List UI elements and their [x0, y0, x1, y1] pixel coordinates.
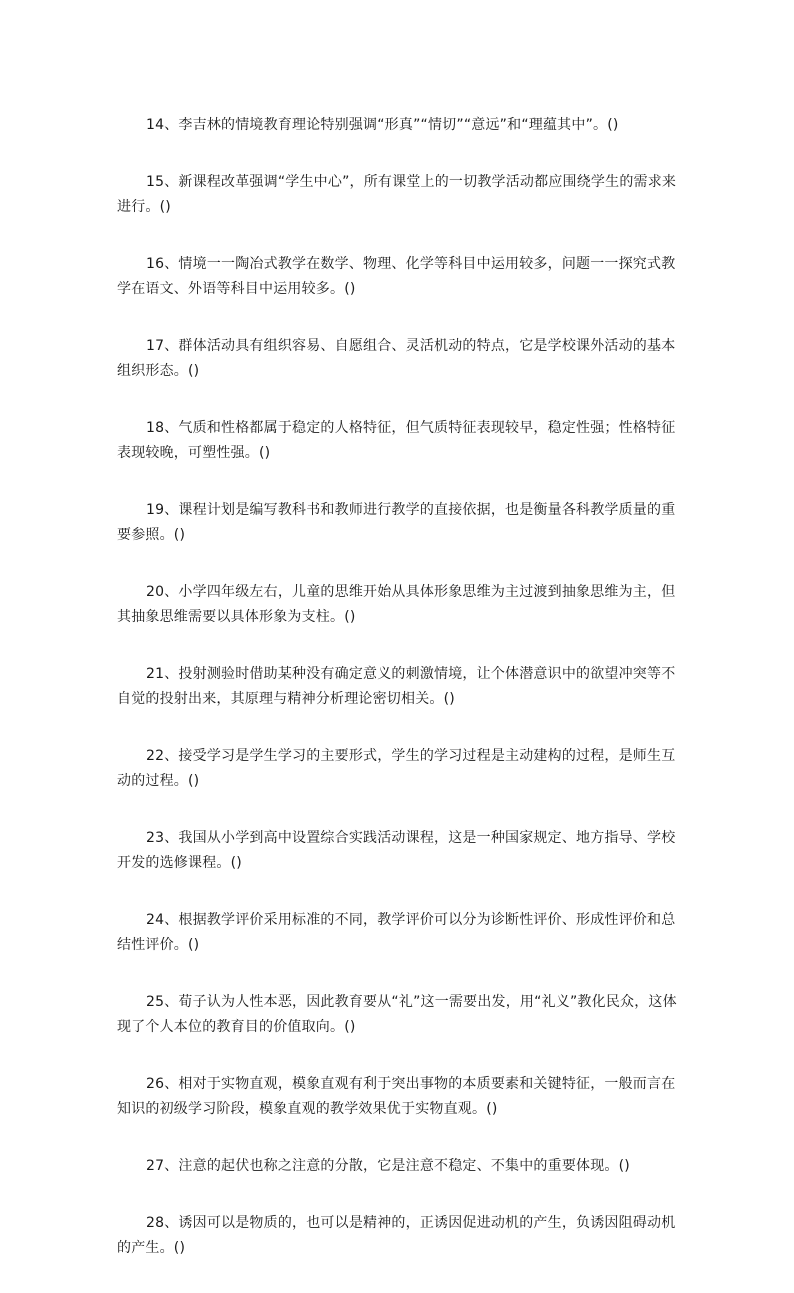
question-19: 19、课程计划是编写教科书和教师进行教学的直接依据，也是衡量各科教学质量的重要参照。()	[117, 502, 676, 543]
question-27: 27、注意的起伏也称之注意的分散，它是注意不稳定、不集中的重要体现。()	[146, 1158, 630, 1174]
question-22: 22、接受学习是学生学习的主要形式，学生的学习过程是主动建构的过程，是师生互动的过程。()	[117, 748, 676, 789]
question-25: 25、荀子认为人性本恶，因此教育要从“礼”这一需要出发，用“礼义”教化民众，这体现了个人本位的教育目的价值取向。()	[117, 994, 677, 1035]
question-16: 16、情境一一陶冶式教学在数学、物理、化学等科目中运用较多，问题一一探究式教学在语文、外语等科目中运用较多。()	[117, 256, 676, 297]
question-20: 20、小学四年级左右，儿童的思维开始从具体形象思维为主过渡到抽象思维为主，但其抽象思维需要以具体形象为支柱。()	[117, 584, 676, 625]
question-17: 17、群体活动具有组织容易、自愿组合、灵活机动的特点，它是学校课外活动的基本组织形态。()	[117, 338, 676, 379]
question-14: 14、李吉林的情境教育理论特别强调“形真”“情切”“意远”和“理蕴其中”。()	[146, 117, 619, 133]
question-24: 24、根据教学评价采用标准的不同，教学评价可以分为诊断性评价、形成性评价和总结性评价。()	[117, 912, 676, 953]
question-18: 18、气质和性格都属于稳定的人格特征，但气质特征表现较早，稳定性强；性格特征表现较晚，可塑性强。()	[117, 420, 676, 461]
question-15: 15、新课程改革强调“学生中心”，所有课堂上的一切教学活动都应围绕学生的需求来进行。()	[117, 174, 677, 215]
question-26: 26、相对于实物直观，模象直观有利于突出事物的本质要素和关键特征，一般而言在知识的初级学习阶段，模象直观的教学效果优于实物直观。()	[117, 1076, 676, 1117]
question-23: 23、我国从小学到高中设置综合实践活动课程，这是一种国家规定、地方指导、学校开发的选修课程。()	[117, 830, 676, 871]
question-21: 21、投射测验时借助某种没有确定意义的刺激情境，让个体潜意识中的欲望冲突等不自觉的投射出来，其原理与精神分析理论密切相关。()	[117, 666, 676, 707]
document-page	[117, 113, 677, 1293]
question-28: 28、诱因可以是物质的，也可以是精神的，正诱因促进动机的产生，负诱因阻碍动机的产生。()	[117, 1215, 676, 1256]
